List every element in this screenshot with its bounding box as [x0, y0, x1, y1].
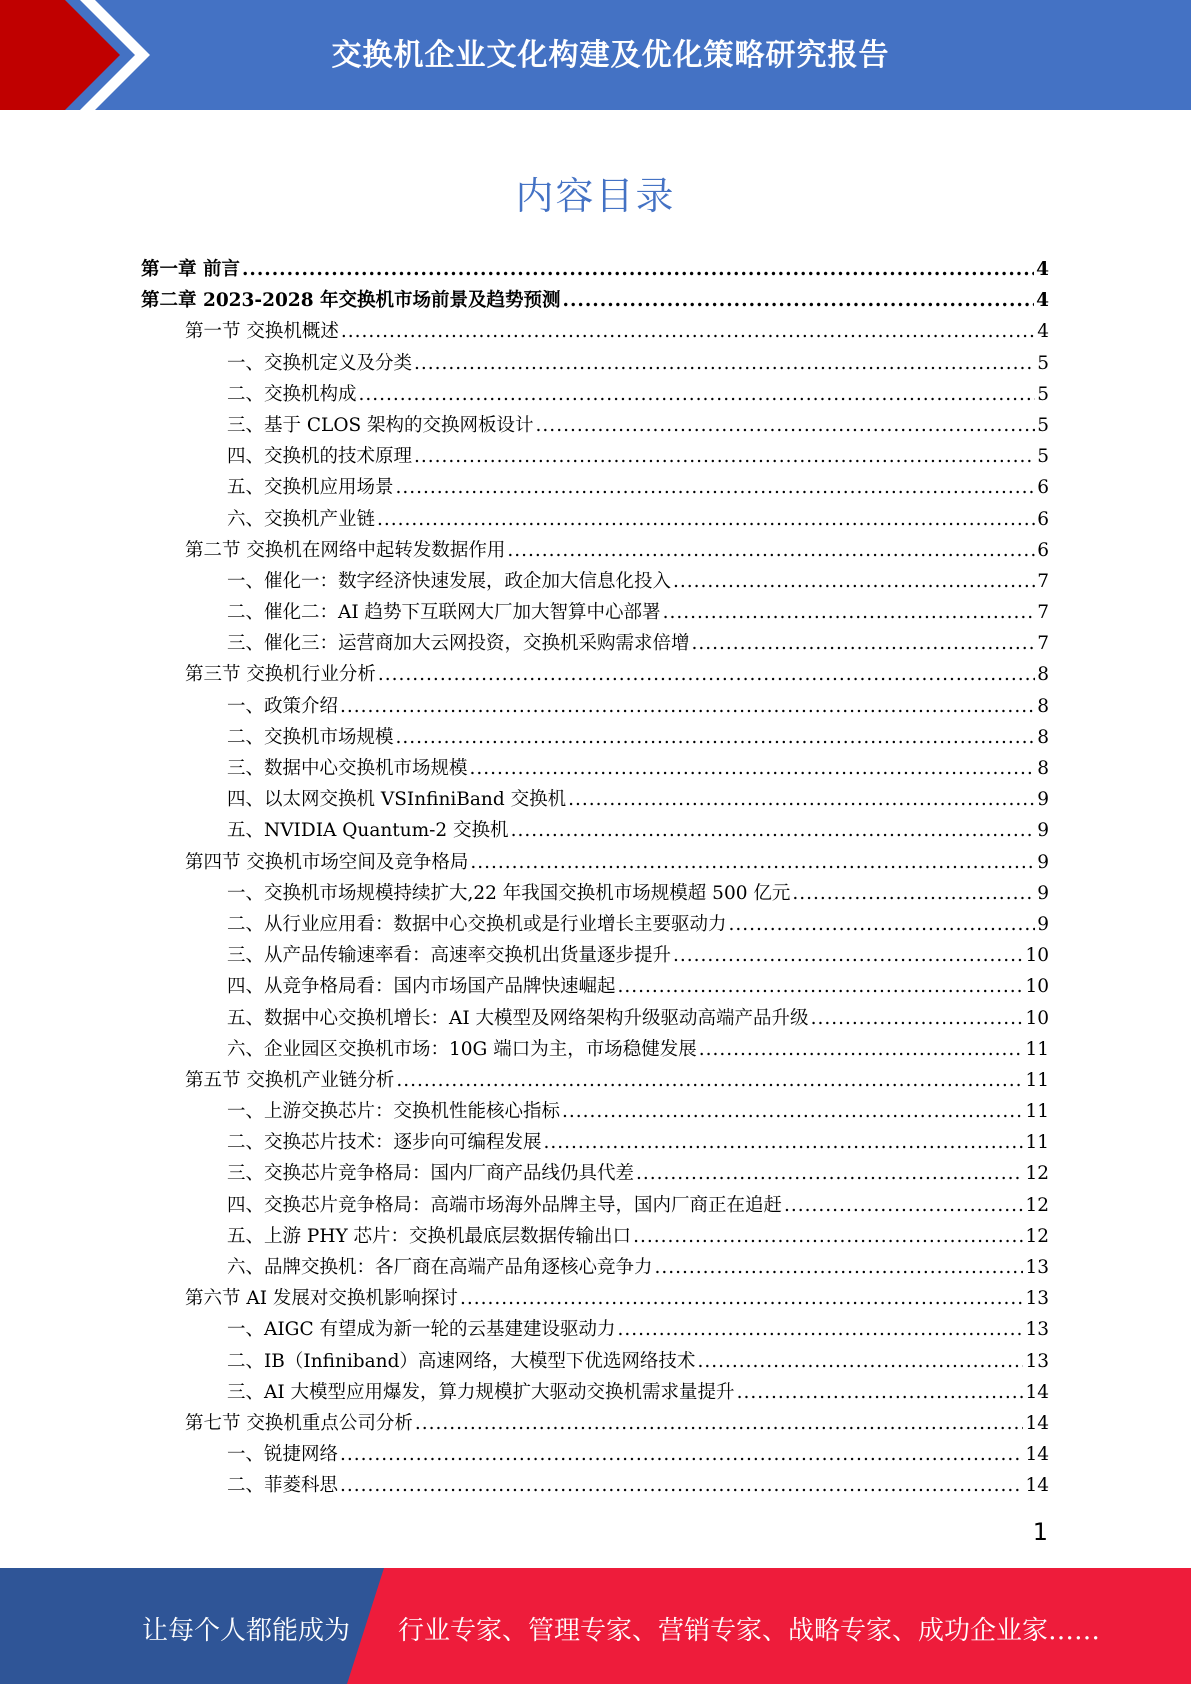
- toc-entry-page: 10: [1025, 1007, 1049, 1029]
- toc-entry-title: 一、交换机定义及分类: [227, 352, 413, 374]
- toc-entry-page: 11: [1025, 1132, 1049, 1154]
- toc-entry-title: 六、交换机产业链: [227, 508, 376, 530]
- toc-entry-title: 二、菲菱科思: [227, 1475, 339, 1497]
- toc-entry-page: 12: [1025, 1194, 1049, 1216]
- footer-slogan-left: 让每个人都能成为: [142, 1616, 351, 1646]
- toc-entry-title: 六、品牌交换机：各厂商在高端产品角逐核心竞争力: [227, 1257, 653, 1278]
- toc-entry-page: 14: [1025, 1412, 1049, 1434]
- toc-entry-page: 9: [1037, 882, 1049, 904]
- toc-dot-leader: [341, 316, 1035, 347]
- toc-entry-page: 4: [1037, 321, 1049, 343]
- toc-dot-leader: [340, 691, 1035, 722]
- toc-entry[interactable]: [141, 1127, 1049, 1158]
- toc-dot-leader: [636, 1158, 1023, 1189]
- toc-entry-title: 五、NVIDIA Quantum-2 交换机: [227, 820, 509, 842]
- toc-entry-page: 11: [1025, 1038, 1049, 1060]
- footer-slogan-right: 行业专家、管理专家、营销专家、战略专家、成功企业家……: [398, 1616, 1101, 1646]
- toc-entry-page: 9: [1037, 820, 1049, 842]
- toc-entry-page: 7: [1037, 570, 1049, 592]
- toc-entry-page: 14: [1025, 1444, 1049, 1466]
- toc-dot-leader: [340, 1439, 1023, 1470]
- toc-entry-page: 13: [1025, 1350, 1049, 1372]
- toc-entry[interactable]: [141, 1190, 1049, 1221]
- toc-entry-title: 三、基于 CLOS 架构的交换网板设计: [227, 414, 534, 436]
- toc-dot-leader: [396, 722, 1036, 753]
- toc-entry-page: 13: [1025, 1257, 1049, 1278]
- toc-entry[interactable]: [141, 1377, 1049, 1408]
- toc-entry[interactable]: [141, 285, 1049, 316]
- toc-entry-title: 第二节 交换机在网络中起转发数据作用: [185, 539, 506, 561]
- toc-dot-leader: [655, 1252, 1024, 1283]
- toc-entry-title: 一、政策介绍: [227, 695, 339, 717]
- toc-dot-leader: [673, 566, 1035, 597]
- toc-dot-leader: [699, 1034, 1024, 1065]
- toc-entry-title: 第四节 交换机市场空间及竞争格局: [185, 851, 469, 873]
- toc-entry-title: 二、交换芯片技术：逐步向可编程发展: [227, 1132, 542, 1154]
- toc-entry[interactable]: [141, 504, 1049, 535]
- page-header: [0, 0, 1191, 110]
- toc-entry-page: 14: [1025, 1381, 1049, 1403]
- toc-entry-title: 第一节 交换机概述: [185, 321, 339, 343]
- toc-dot-leader: [663, 597, 1036, 628]
- toc-entry-page: 10: [1025, 945, 1049, 967]
- toc-entry[interactable]: [141, 1283, 1049, 1314]
- toc-dot-leader: [697, 1346, 1023, 1377]
- toc-entry[interactable]: [141, 1065, 1049, 1096]
- table-of-contents: [141, 254, 1049, 1502]
- toc-entry-page: 6: [1037, 539, 1049, 561]
- toc-entry-page: 6: [1037, 477, 1049, 499]
- page-number: 1: [1032, 1518, 1048, 1546]
- toc-entry-title: 一、上游交换芯片：交换机性能核心指标: [227, 1101, 561, 1123]
- toc-entry-title: 一、交换机市场规模持续扩大,22 年我国交换机市场规模超 500 亿元: [227, 882, 791, 904]
- toc-entry-page: 9: [1037, 913, 1049, 935]
- toc-entry[interactable]: [141, 784, 1049, 815]
- toc-entry-title: 六、企业园区交换机市场：10G 端口为主，市场稳健发展: [227, 1038, 697, 1060]
- toc-entry[interactable]: [141, 410, 1049, 441]
- toc-entry-title: 五、交换机应用场景: [227, 477, 394, 499]
- toc-entry-page: 9: [1037, 789, 1049, 811]
- toc-dot-leader: [563, 285, 1035, 316]
- toc-entry[interactable]: [141, 1221, 1049, 1252]
- toc-entry-title: 三、从产品传输速率看：高速率交换机出货量逐步提升: [227, 945, 672, 967]
- toc-entry-title: 五、上游 PHY 芯片：交换机最底层数据传输出口: [227, 1225, 632, 1247]
- toc-entry-page: 5: [1037, 352, 1049, 374]
- toc-entry-page: 8: [1037, 664, 1049, 686]
- toc-dot-leader: [414, 441, 1035, 472]
- toc-dot-leader: [784, 1190, 1023, 1221]
- toc-entry[interactable]: [141, 971, 1049, 1002]
- toc-entry[interactable]: [141, 1158, 1049, 1189]
- toc-entry[interactable]: [141, 722, 1049, 753]
- toc-entry-title: 第七节 交换机重点公司分析: [185, 1412, 413, 1434]
- toc-entry-title: 二、催化二：AI 趋势下互联网大厂加大智算中心部署: [227, 602, 661, 624]
- toc-dot-leader: [618, 971, 1024, 1002]
- toc-entry-title: 一、锐捷网络: [227, 1444, 339, 1466]
- toc-entry-title: 一、AIGC 有望成为新一轮的云基建建设驱动力: [227, 1319, 616, 1341]
- toc-entry-page: 5: [1037, 414, 1049, 436]
- toc-dot-leader: [633, 1221, 1023, 1252]
- toc-dot-leader: [692, 628, 1036, 659]
- toc-entry-title: 四、交换芯片竞争格局：高端市场海外品牌主导，国内厂商正在追赶: [227, 1194, 783, 1216]
- toc-entry-page: 5: [1037, 383, 1049, 405]
- toc-entry[interactable]: [141, 1346, 1049, 1377]
- toc-entry[interactable]: [141, 597, 1049, 628]
- toc-entry[interactable]: [141, 1252, 1049, 1283]
- toc-entry-title: 五、数据中心交换机增长：AI 大模型及网络架构升级驱动高端产品升级: [227, 1007, 809, 1029]
- toc-entry[interactable]: [141, 909, 1049, 940]
- toc-entry-page: 8: [1037, 726, 1049, 748]
- toc-entry-title: 四、交换机的技术原理: [227, 446, 413, 468]
- toc-dot-leader: [359, 379, 1036, 410]
- toc-dot-leader: [511, 815, 1036, 846]
- toc-entry-page: 13: [1025, 1288, 1049, 1310]
- toc-entry[interactable]: [141, 691, 1049, 722]
- toc-dot-leader: [507, 535, 1035, 566]
- report-title: 交换机企业文化构建及优化策略研究报告: [331, 38, 890, 73]
- toc-entry[interactable]: [141, 753, 1049, 784]
- toc-dot-leader: [673, 940, 1023, 971]
- toc-entry[interactable]: [141, 379, 1049, 410]
- toc-entry-title: 四、从竞争格局看：国内市场国产品牌快速崛起: [227, 976, 616, 998]
- toc-entry-title: 三、交换芯片竞争格局：国内厂商产品线仍具代差: [227, 1163, 635, 1185]
- toc-entry-page: 11: [1025, 1101, 1049, 1123]
- toc-entry-title: 一、催化一：数字经济快速发展，政企加大信息化投入: [227, 570, 672, 592]
- toc-entry[interactable]: [141, 1470, 1049, 1501]
- toc-entry-page: 7: [1037, 633, 1049, 655]
- toc-entry[interactable]: [141, 1408, 1049, 1439]
- toc-entry-title: 四、以太网交换机 VSInfiniBand 交换机: [227, 789, 567, 811]
- toc-entry[interactable]: [141, 254, 1049, 285]
- toc-dot-leader: [396, 472, 1036, 503]
- toc-entry[interactable]: [141, 1003, 1049, 1034]
- toc-entry-page: 4: [1036, 259, 1049, 280]
- toc-entry[interactable]: [141, 566, 1049, 597]
- toc-dot-leader: [536, 410, 1036, 441]
- toc-dot-leader: [396, 1065, 1023, 1096]
- toc-entry[interactable]: [141, 1034, 1049, 1065]
- toc-dot-leader: [340, 1470, 1023, 1501]
- toc-dot-leader: [242, 254, 1034, 285]
- toc-entry-page: 6: [1037, 508, 1049, 530]
- toc-entry[interactable]: [141, 472, 1049, 503]
- toc-dot-leader: [544, 1127, 1024, 1158]
- toc-entry-title: 三、AI 大模型应用爆发，算力规模扩大驱动交换机需求量提升: [227, 1381, 735, 1403]
- toc-dot-leader: [415, 1408, 1024, 1439]
- toc-dot-leader: [811, 1003, 1024, 1034]
- toc-entry-page: 14: [1025, 1475, 1049, 1497]
- toc-dot-leader: [617, 1314, 1023, 1345]
- toc-entry-title: 三、催化三：运营商加大云网投资，交换机采购需求倍增: [227, 633, 690, 655]
- toc-entry-page: 9: [1037, 851, 1049, 873]
- toc-entry[interactable]: [141, 441, 1049, 472]
- toc-entry-page: 4: [1036, 290, 1049, 312]
- toc-dot-leader: [562, 1096, 1023, 1127]
- toc-entry[interactable]: [141, 316, 1049, 347]
- toc-entry[interactable]: [141, 535, 1049, 566]
- toc-dot-leader: [792, 878, 1035, 909]
- toc-entry[interactable]: [141, 847, 1049, 878]
- toc-entry-title: 二、IB（Infiniband）高速网络，大模型下优选网络技术: [227, 1350, 696, 1372]
- toc-entry-title: 二、交换机市场规模: [227, 726, 394, 748]
- toc-entry-page: 10: [1025, 976, 1049, 998]
- toc-entry-page: 7: [1037, 602, 1049, 624]
- toc-dot-leader: [414, 348, 1035, 379]
- toc-entry-title: 第六节 AI 发展对交换机影响探讨: [185, 1288, 458, 1310]
- toc-dot-leader: [470, 847, 1035, 878]
- toc-entry-title: 二、交换机构成: [227, 383, 357, 405]
- toc-entry-title: 三、数据中心交换机市场规模: [227, 758, 468, 779]
- toc-entry[interactable]: [141, 940, 1049, 971]
- toc-entry-title: 第五节 交换机产业链分析: [185, 1069, 395, 1091]
- toc-dot-leader: [729, 909, 1036, 940]
- toc-dot-leader: [460, 1283, 1024, 1314]
- toc-dot-leader: [737, 1377, 1024, 1408]
- toc-entry-page: 13: [1025, 1319, 1049, 1341]
- toc-entry-title: 二、从行业应用看：数据中心交换机或是行业增长主要驱动力: [227, 913, 727, 935]
- toc-title: 内容目录: [515, 174, 676, 218]
- toc-entry[interactable]: [141, 659, 1049, 690]
- toc-entry-page: 11: [1025, 1069, 1049, 1091]
- toc-entry-title: 第一章 前言: [141, 259, 240, 280]
- toc-entry[interactable]: [141, 1314, 1049, 1345]
- toc-entry[interactable]: [141, 348, 1049, 379]
- toc-dot-leader: [470, 753, 1036, 784]
- toc-entry[interactable]: [141, 1439, 1049, 1470]
- toc-entry-title: 第三节 交换机行业分析: [185, 664, 376, 686]
- page-footer: [0, 1568, 1191, 1684]
- toc-entry[interactable]: [141, 1096, 1049, 1127]
- toc-dot-leader: [378, 659, 1035, 690]
- toc-dot-leader: [377, 504, 1035, 535]
- toc-entry-page: 12: [1025, 1225, 1049, 1247]
- toc-entry[interactable]: [141, 628, 1049, 659]
- toc-entry-page: 5: [1037, 446, 1049, 468]
- toc-entry-page: 8: [1037, 695, 1049, 717]
- toc-dot-leader: [568, 784, 1035, 815]
- toc-entry-page: 12: [1025, 1163, 1049, 1185]
- toc-entry[interactable]: [141, 878, 1049, 909]
- toc-entry[interactable]: [141, 815, 1049, 846]
- toc-entry-title: 第二章 2023-2028 年交换机市场前景及趋势预测: [141, 290, 561, 312]
- toc-entry-page: 8: [1037, 758, 1049, 779]
